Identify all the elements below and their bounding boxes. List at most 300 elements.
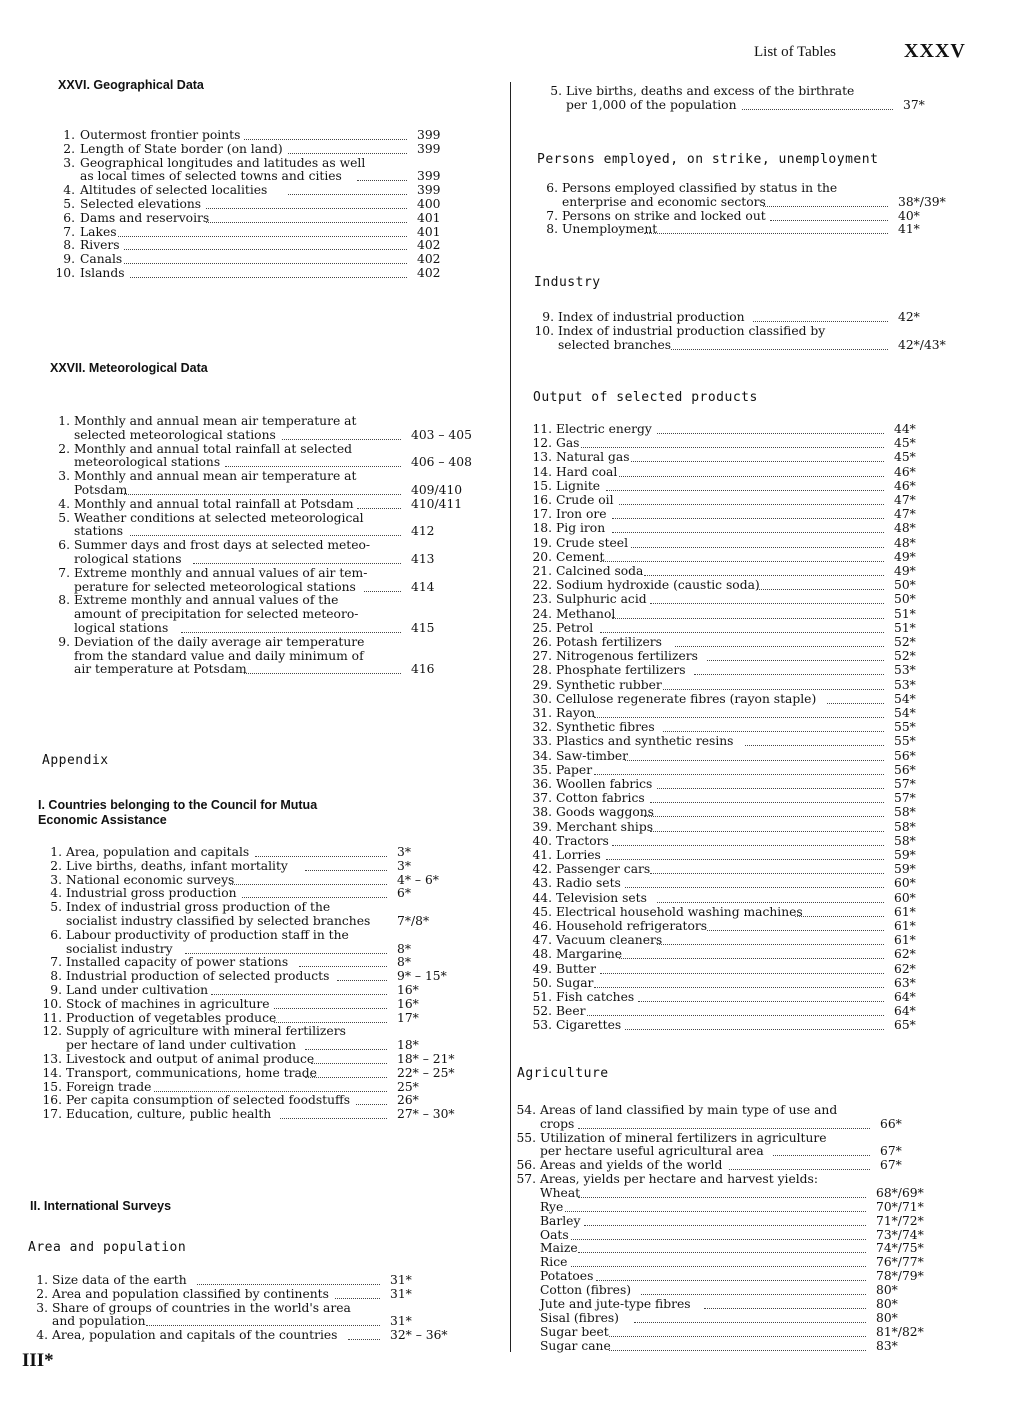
dot-leader (211, 993, 387, 995)
entry-number: 18. (532, 521, 552, 536)
entry-page: 53* (894, 677, 916, 692)
entry-number: 56. (516, 1158, 536, 1173)
entry-title: Plastics and synthetic resins (556, 734, 734, 749)
dot-leader (675, 645, 884, 647)
entry-page: 8* (397, 955, 411, 970)
entry-number: 43. (532, 876, 552, 891)
entry-page: 55* (894, 734, 916, 749)
entry-title: Tractors (556, 833, 609, 848)
entry-page: 44* (894, 422, 916, 436)
entry-number: 12. (532, 436, 552, 451)
entry-title: Areas of land classified by main type of use and crops (540, 1103, 838, 1131)
entry-title: Rye (540, 1199, 564, 1214)
dot-leader (644, 574, 884, 576)
entry-page: 48* (894, 521, 916, 536)
entry-page: 54* (894, 706, 916, 720)
entry-page: 60* (894, 890, 916, 905)
entry-page: 42*/43* (898, 337, 946, 352)
entry-number: 41. (532, 848, 552, 862)
entry-number: 3. (50, 872, 62, 887)
entry-page: 74*/75* (876, 1241, 924, 1256)
dot-leader (244, 672, 401, 674)
subhead-industry: Industry (534, 275, 601, 290)
dot-leader (356, 1103, 388, 1105)
entry-number: 14. (42, 1065, 62, 1080)
dot-leader (600, 560, 884, 562)
entry-number: 8. (546, 222, 558, 237)
entry-number: 33. (532, 734, 552, 749)
entry-page: 8* (397, 941, 411, 956)
entry-number: 7. (58, 565, 70, 580)
entry-page: 7*/8* (397, 913, 430, 928)
entry-page: 45* (894, 450, 916, 465)
entry-number: 49. (532, 961, 552, 976)
entry-number: 30. (532, 691, 552, 706)
entry-number: 57. (516, 1172, 536, 1186)
dot-leader (753, 320, 888, 322)
entry-number: 1. (50, 845, 62, 859)
entry-title: Live births, deaths and excess of the birthrate per 1,000 of the population (566, 84, 855, 112)
running-header-title: List of Tables (754, 44, 836, 60)
entry-title: Wheat (540, 1185, 581, 1200)
dot-leader (663, 730, 884, 732)
entry-page: 3* (397, 845, 411, 859)
entry-number: 51. (532, 990, 552, 1004)
dot-leader (357, 507, 401, 509)
entry-number: 8. (58, 593, 70, 608)
dot-leader (181, 631, 401, 633)
entry-title: Jute and jute-type fibres (540, 1297, 691, 1311)
entry-page: 38*/39* (898, 194, 946, 209)
entry-page: 4* – 6* (397, 872, 439, 887)
entry-page: 16* (397, 983, 419, 997)
entry-title: Canals (80, 252, 123, 267)
entry-page: 399 (417, 183, 441, 198)
dot-leader (650, 872, 884, 874)
entry-page: 18* (397, 1038, 419, 1053)
page-marker: III* (22, 1350, 54, 1371)
entry-title: Monthly and annual total rainfall at Potsdam (74, 496, 354, 511)
entry-title: Butter (556, 961, 596, 976)
dot-leader (763, 205, 888, 207)
entry-page: 40* (898, 208, 920, 223)
entry-title: Sugar cane (540, 1338, 611, 1353)
entry-title: Saw-timber (556, 748, 628, 763)
dot-leader (742, 108, 893, 110)
entry-page: 50* (894, 578, 916, 593)
entry-title: Unemployment (562, 222, 658, 237)
entry-number: 3. (63, 155, 75, 170)
entry-title: Monthly and annual total rainfall at selected meteorological stations (74, 441, 352, 470)
entry-number: 4. (63, 183, 75, 198)
entry-title: Area, population and capitals (66, 845, 250, 859)
entry-page: 48* (894, 535, 916, 550)
dot-leader (606, 858, 884, 860)
dot-leader (594, 716, 885, 718)
entry-title: Cellulose regenerate fibres (rayon staple) (556, 691, 817, 706)
entry-page: 18* – 21* (397, 1052, 455, 1066)
dot-leader (242, 896, 387, 898)
entry-page: 61* (894, 919, 916, 933)
entry-number: 55. (516, 1130, 536, 1145)
entry-number: 9. (542, 310, 554, 324)
entry-title: Beer (556, 1004, 586, 1019)
entry-page: 402 (417, 238, 441, 253)
entry-title: Hard coal (556, 464, 618, 479)
dot-leader (357, 179, 407, 181)
dot-leader (130, 534, 401, 536)
entry-title: Supply of agriculture with mineral fertilizers per hectare of land under cultivation (66, 1024, 346, 1053)
entry-title: Sulphuric acid (556, 592, 647, 607)
dot-leader (305, 869, 387, 871)
entry-number: 34. (532, 748, 552, 763)
dot-leader (609, 1349, 866, 1351)
entry-title: Phosphate fertilizers (556, 663, 686, 678)
entry-title: Cement (556, 549, 605, 564)
dot-leader (578, 1251, 867, 1253)
entry-number: 17. (42, 1107, 62, 1122)
entry-page: 83* (876, 1338, 898, 1353)
dot-leader (206, 207, 407, 209)
entry-title: Crude steel (556, 535, 629, 550)
entry-title: Extreme monthly and annual values of the amount of precipitation for selected meteoro- logical stations (74, 593, 359, 635)
entry-number: 4. (36, 1328, 48, 1343)
dot-leader (124, 493, 401, 495)
entry-title: Index of industrial production (558, 310, 745, 324)
entry-page: 412 (411, 524, 435, 539)
dot-leader (625, 1028, 884, 1030)
entry-title: Persons on strike and locked out (562, 208, 766, 223)
entry-title: Pig iron (556, 521, 606, 536)
entry-page: 58* (894, 819, 916, 834)
dot-leader (288, 152, 407, 154)
entry-number: 24. (532, 606, 552, 621)
entry-number: 38. (532, 805, 552, 820)
entry-title: Maize (540, 1241, 578, 1256)
entry-title: Calcined soda (556, 564, 644, 578)
entry-title: Livestock and output of animal produce (66, 1052, 315, 1066)
entry-number: 42. (532, 862, 552, 877)
dot-leader (638, 1000, 884, 1002)
dot-leader (634, 1321, 866, 1323)
dot-leader (671, 348, 888, 350)
dot-leader (146, 1324, 380, 1326)
entry-title: Margarine (556, 947, 623, 962)
dot-leader (282, 438, 401, 440)
dot-leader (274, 1007, 387, 1009)
entry-number: 1. (58, 414, 70, 428)
entry-title: Sugar beet (540, 1324, 609, 1339)
dot-leader (704, 1307, 867, 1309)
entry-title: Share of groups of countries in the world's area and population (52, 1300, 351, 1329)
entry-page: 80* (876, 1310, 898, 1325)
dot-leader (197, 1283, 380, 1285)
entry-title: Geographical longitudes and latitudes as well as local times of selected towns and cities (80, 155, 366, 184)
subhead-area-population: Area and population (28, 1240, 187, 1255)
entry-page: 31* (390, 1273, 412, 1287)
entry-number: 12. (42, 1024, 62, 1039)
dot-leader (757, 588, 884, 590)
entry-number: 31. (532, 706, 552, 720)
entry-title: Cotton (fibres) (540, 1283, 632, 1298)
entry-number: 47. (532, 933, 552, 948)
entry-title: Potash fertilizers (556, 635, 662, 649)
section-title-geographical: XXVI. Geographical Data (58, 78, 204, 92)
entry-page: 52* (894, 649, 916, 664)
entry-page: 399 (417, 169, 441, 184)
dot-leader (827, 702, 884, 704)
entry-number: 20. (532, 549, 552, 564)
entry-page: 26* (397, 1093, 419, 1108)
entry-number: 3. (58, 469, 70, 484)
entry-page: 62* (894, 961, 916, 976)
entry-page: 415 (411, 620, 435, 635)
dot-leader (581, 446, 884, 448)
entry-page: 47* (894, 507, 916, 522)
entry-number: 3. (36, 1300, 48, 1315)
entry-number: 1. (36, 1273, 48, 1287)
entry-page: 399 (417, 141, 441, 156)
entry-title: Size data of the earth (52, 1273, 187, 1287)
dot-leader (600, 631, 884, 633)
dot-leader (729, 1168, 870, 1170)
entry-number: 45. (532, 904, 552, 919)
entry-number: 54. (516, 1103, 536, 1117)
dot-leader (619, 957, 884, 959)
entry-page: 42* (898, 310, 920, 324)
entry-title: Methanol (556, 606, 616, 621)
entry-page: 78*/79* (876, 1269, 924, 1284)
entry-page: 406 – 408 (411, 455, 472, 470)
entry-title: Cigarettes (556, 1018, 622, 1033)
entry-page: 80* (876, 1283, 898, 1298)
entry-title: Television sets (556, 890, 647, 905)
entry-title: Labour productivity of production staff in the socialist industry (66, 927, 349, 956)
entry-number: 2. (63, 141, 75, 156)
dot-leader (335, 1297, 380, 1299)
dot-leader (631, 546, 884, 548)
entry-page: 403 – 405 (411, 427, 472, 442)
entry-number: 37. (532, 791, 552, 806)
dot-leader (230, 883, 388, 885)
entry-number: 40. (532, 833, 552, 848)
entry-number: 8. (50, 969, 62, 984)
entry-page: 54* (894, 691, 916, 706)
entry-page: 66* (880, 1116, 902, 1131)
entry-title: Transport, communications, home trade (66, 1065, 317, 1080)
entry-page: 60* (894, 876, 916, 891)
entry-page: 402 (417, 266, 441, 280)
entry-page: 81*/82* (876, 1324, 924, 1339)
entry-page: 65* (894, 1018, 916, 1033)
dot-leader (274, 1021, 387, 1023)
entry-title: Production of vegetables produce (66, 1010, 277, 1025)
dot-leader (225, 465, 401, 467)
entry-title: Barley (540, 1213, 581, 1228)
entry-number: 8. (63, 238, 75, 253)
entry-page: 76*/77* (876, 1255, 924, 1270)
entry-title: Index of industrial gross production of the socialist industry classified by selected branches (66, 900, 371, 928)
section-title-cmea: I. Countries belonging to the Council for Mutua Economic Assistance (38, 798, 318, 827)
column-divider (510, 82, 511, 1352)
dot-leader (657, 432, 885, 434)
entry-page: 410/411 (411, 496, 463, 511)
entry-page: 25* (397, 1079, 419, 1094)
entry-number: 5. (58, 510, 70, 525)
dot-leader (650, 830, 884, 832)
entry-title: Paper (556, 762, 593, 777)
entry-number: 10. (55, 266, 75, 280)
entry-number: 5. (550, 84, 562, 98)
entry-title: Altitudes of selected localities (80, 183, 268, 198)
dot-leader (288, 193, 407, 195)
entry-page: 67* (880, 1144, 902, 1159)
dot-leader (600, 972, 884, 974)
entry-number: 11. (532, 422, 552, 436)
entry-title: Dams and reservoirs (80, 210, 210, 225)
entry-number: 26. (532, 635, 552, 649)
entry-number: 2. (50, 858, 62, 873)
entry-page: 46* (894, 478, 916, 493)
entry-number: 13. (532, 450, 552, 465)
entry-page: 6* (397, 886, 411, 901)
dot-leader (578, 1196, 867, 1198)
entry-title: Woollen fabrics (556, 777, 653, 791)
entry-number: 16. (532, 493, 552, 507)
entry-title: Stock of machines in agriculture (66, 996, 270, 1011)
entry-number: 44. (532, 890, 552, 905)
dot-leader (612, 531, 884, 533)
entry-number: 14. (532, 464, 552, 479)
entry-title: Synthetic rubber (556, 677, 662, 692)
subhead-output: Output of selected products (533, 390, 758, 405)
entry-title: Rivers (80, 238, 120, 253)
entry-number: 48. (532, 947, 552, 962)
entry-title: Weather conditions at selected meteorological stations (74, 510, 364, 539)
entry-page: 52* (894, 635, 916, 649)
entry-page: 27* – 30* (397, 1107, 455, 1122)
entry-number: 9. (58, 634, 70, 649)
appendix-title: Appendix (42, 753, 109, 768)
entry-title: Outermost frontier points (80, 128, 241, 142)
entry-page: 50* (894, 592, 916, 607)
entry-page: 51* (894, 606, 916, 621)
entry-number: 10. (534, 323, 554, 338)
entry-title: Goods waggons (556, 805, 654, 820)
section-title-international: II. International Surveys (30, 1199, 172, 1213)
entry-title: Per capita consumption of selected foodstuffs (66, 1093, 351, 1108)
entry-title: Index of industrial production classified by selected branches (558, 323, 826, 352)
entry-title: Rice (540, 1255, 568, 1270)
entry-number: 2. (58, 441, 70, 456)
entry-title: Installed capacity of power stations (66, 955, 289, 970)
entry-page: 401 (417, 210, 441, 225)
dot-leader (124, 248, 407, 250)
entry-page: 9* – 15* (397, 969, 447, 984)
entry-number: 11. (42, 1010, 62, 1025)
entry-number: 9. (50, 983, 62, 997)
subhead-employment: Persons employed, on strike, unemployment (537, 152, 879, 167)
entry-number: 19. (532, 535, 552, 550)
dot-leader (631, 460, 884, 462)
entry-title: Lakes (80, 224, 117, 239)
dot-leader (305, 1048, 387, 1050)
entry-page: 45* (894, 436, 916, 451)
dot-leader (770, 219, 888, 221)
entry-title: Oats (540, 1227, 569, 1242)
entry-number: 5. (63, 197, 75, 211)
entry-title: Summer days and frost days at selected meteo- rological stations (74, 538, 371, 566)
entry-number: 46. (532, 919, 552, 933)
dot-leader (773, 1154, 870, 1156)
entry-page: 61* (894, 933, 916, 948)
entry-page: 416 (411, 662, 435, 677)
dot-leader (578, 1127, 871, 1129)
entry-title: Monthly and annual mean air temperature at Potsdam (74, 469, 357, 497)
entry-number: 27. (532, 649, 552, 664)
dot-leader (707, 929, 884, 931)
dot-leader (299, 965, 387, 967)
entry-number: 6. (50, 927, 62, 942)
entry-title: Iron ore (556, 507, 607, 522)
entry-number: 23. (532, 592, 552, 607)
dot-leader (795, 915, 884, 917)
entry-title: Area, population and capitals of the countries (52, 1328, 338, 1343)
dot-leader (154, 1090, 387, 1092)
entry-title: Natural gas (556, 450, 630, 465)
entry-page: 409/410 (411, 482, 463, 497)
entry-title: Petrol (556, 620, 594, 635)
entry-title: Area and population classified by continents (52, 1286, 329, 1301)
dot-leader (348, 1338, 380, 1340)
entry-page: 32* – 36* (390, 1328, 448, 1343)
entry-number: 15. (42, 1079, 62, 1094)
entry-title: Extreme monthly and annual values of air tem- perature for selected meteorological stations (74, 565, 368, 594)
entry-number: 21. (532, 564, 552, 578)
dot-leader (625, 759, 884, 761)
entry-title: Lorries (556, 848, 601, 862)
entry-title: Vacuum cleaners (556, 933, 663, 948)
entry-number: 4. (50, 886, 62, 901)
entry-page: 400 (417, 197, 441, 211)
dot-leader (193, 562, 401, 564)
entry-page: 61* (894, 904, 916, 919)
entry-title: Utilization of mineral fertilizers in agriculture per hectare useful agricultural area (540, 1130, 827, 1159)
entry-number: 28. (532, 663, 552, 678)
entry-page: 59* (894, 862, 916, 877)
dot-leader (124, 262, 407, 264)
entry-number: 17. (532, 507, 552, 522)
entry-page: 56* (894, 748, 916, 763)
entry-number: 9. (63, 252, 75, 267)
dot-leader (571, 1265, 866, 1267)
entry-number: 29. (532, 677, 552, 692)
entry-page: 399 (417, 128, 441, 142)
entry-number: 16. (42, 1093, 62, 1108)
entry-title: Foreign trade (66, 1079, 152, 1094)
entry-page: 63* (894, 975, 916, 990)
entry-page: 68*/69* (876, 1185, 924, 1200)
entry-title: Sisal (fibres) (540, 1310, 619, 1325)
dot-leader (305, 1076, 387, 1078)
dot-leader (707, 659, 884, 661)
dot-leader (609, 1335, 866, 1337)
entry-page: 46* (894, 464, 916, 479)
entry-page: 49* (894, 564, 916, 578)
entry-page: 67* (880, 1158, 902, 1173)
entry-title: Areas, yields per hectare and harvest yields: (540, 1172, 818, 1186)
entry-page: 47* (894, 493, 916, 507)
